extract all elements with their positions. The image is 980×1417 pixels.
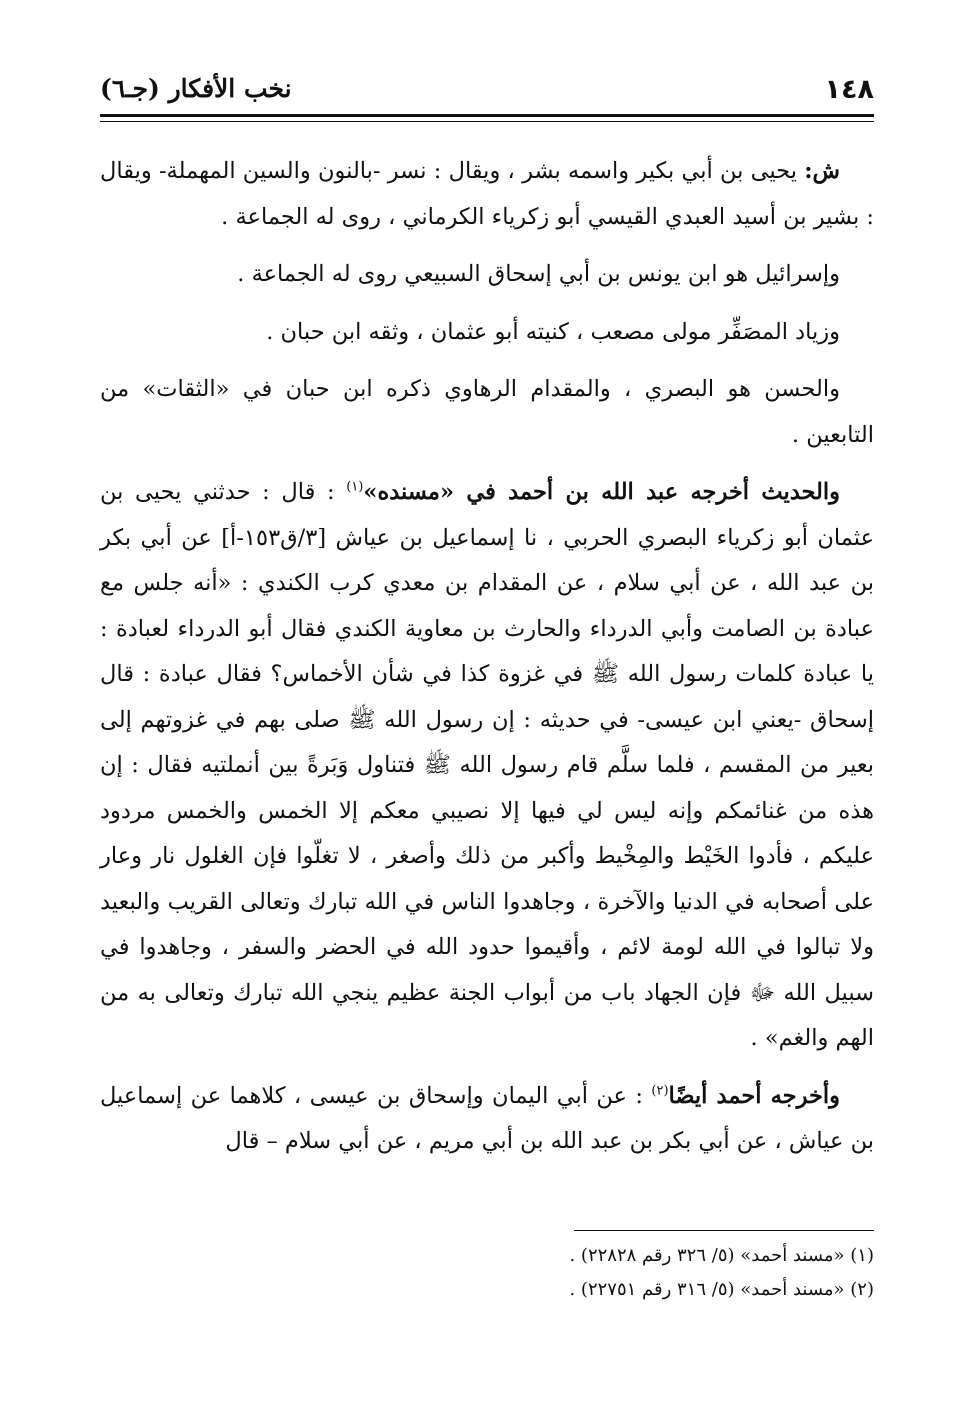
book-page [100,70,874,1360]
paragraph-hadith [100,470,874,1062]
paragraph-ziyad: وزياد المصَفِّر مولى مصعب ، كنيته أبو عثمان ، وثقه ابن حبان . [266,318,840,345]
running-header [100,70,874,117]
paragraph-text: : قال : حدثني يحيى بن عثمان أبو زكرياء البصري الحربي ، نا إسماعيل بن عياش [٣/ق١٥٣-أ] عن أبي بكر بن عبد الله ، عن أبي سلام ، عن المقدام بن معدي كرب الكندي : «أنه جلس مع عبادة بن الصامت وأبي الدرداء والحارث بن معاوية الكندي فقال أبو الدرداء لعبادة : يا عبادة كلمات رسول الله ﷺ في غزوة كذا في شأن الأخماس؟ فقال عبادة : قال إسحاق -يعني ابن عيسى- في حديثه : إن رسول الله ﷺ صلى بهم في غزوتهم إلى بعير من المقسم ، فلما سلَّم قام رسول الله ﷺ فتناول وَبَرةً بين أنملتيه فقال : إن هذه من غنائمكم وإنه ليس لي فيها إلا نصيبي معكم إلا الخمس والخمس مردود عليكم ، فأدوا الخَيْط والمِخْيط وأكبر من ذلك وأصغر ، لا تغلّوا فإن الغلول نار وعار على أصحابه في الدنيا والآخرة ، وجاهدوا الناس في الله تبارك وتعالى القريب والبعيد ولا تبالوا في الله لومة لائم ، وأقيموا حدود الله في الحضر والسفر ، وجاهدوا في سبيل الله ﷻ فإن الجهاد باب من أبواب الجنة عظيم ينجي الله تبارك وتعالى به من الهم والغم» . [100,479,875,1051]
footnote-item: (١) «مسند أحمد» (٥/ ٣٢٦ رقم ٢٢٨٢٨) . [569,1245,874,1266]
book-title: نخب الأفكار (جـ٦) [100,74,292,103]
commentary-marker: ش: [804,158,840,184]
footnote-divider [574,1230,874,1231]
main-text [100,149,874,1165]
paragraph-lead: والحديث أخرجه عبد الله بن أحمد في «مسنده» [363,479,841,505]
paragraph-israil: وإسرائيل هو ابن يونس بن أبي إسحاق السبيعي روى له الجماعة . [237,261,840,287]
paragraph-lead: وأخرجه أحمد أيضًا [668,1082,841,1109]
paragraph-ahmad [100,1074,874,1165]
footnote-reference: (١) [346,479,364,495]
paragraph-text: : عن أبي اليمان وإسحاق بن عيسى ، كلاهما عن إسماعيل بن عياش ، عن أبي بكر بن عبد الله بن أبي مريم ، عن أبي سلام – قال [100,1082,874,1154]
paragraph-hasan: والحسن هو البصري ، والمقدام الرهاوي ذكره ابن حبان في «الثقات» من التابعين . [100,376,874,448]
paragraph-commentary [100,149,874,240]
paragraph-text: يحيى بن أبي بكير واسمه بشر ، ويقال : نسر -بالنون والسين المهملة- ويقال : بشير بن أسيد العبدي القيسي أبو زكرياء الكرماني ، روى له الجماعة . [100,158,874,230]
footnote-item: (٢) «مسند أحمد» (٥/ ٣١٦ رقم ٢٢٧٥١) . [569,1279,874,1300]
page-number: ١٤٨ [824,74,874,105]
footnotes [100,1230,874,1307]
footnote-reference: (٢) [651,1083,669,1098]
